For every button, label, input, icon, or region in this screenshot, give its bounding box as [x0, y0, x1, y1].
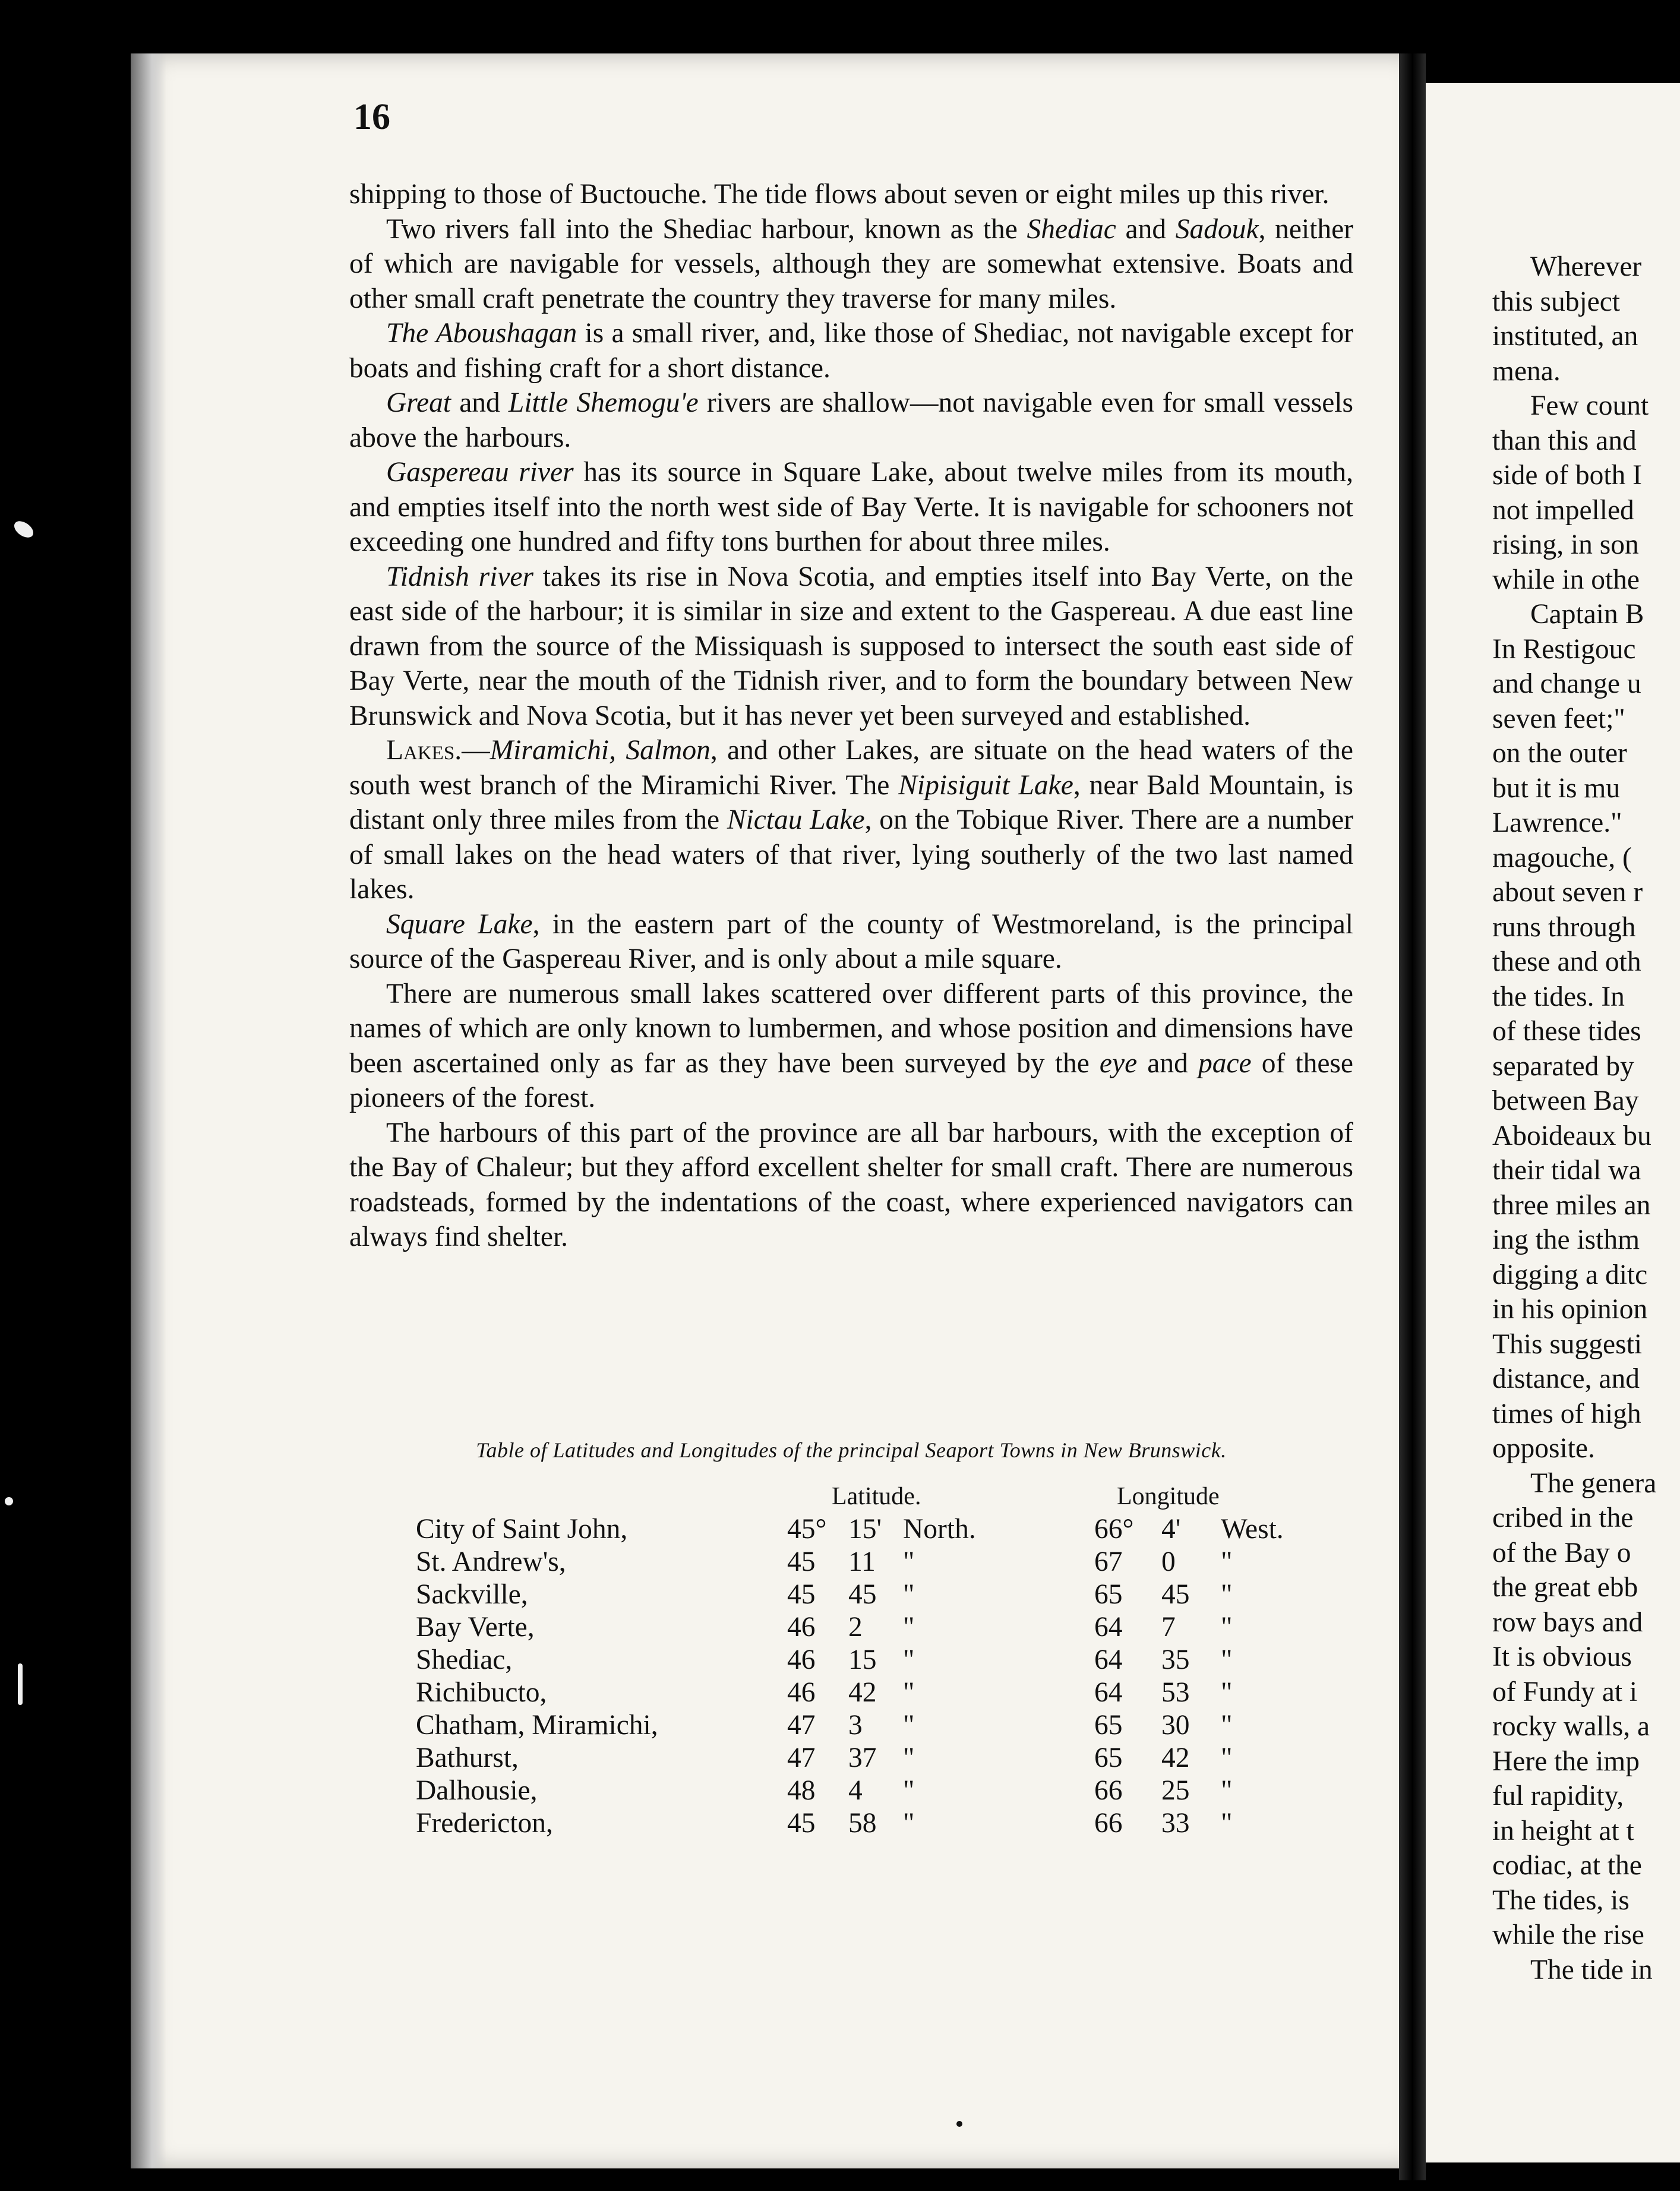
latitude-direction: North.: [903, 1514, 976, 1545]
latitude-direction: ": [903, 1546, 915, 1577]
text-run: There are numerous small lakes scattered over different parts of this province, the names of which are only known to lumbermen, and whose position and dimensions have been ascertained only as far as they have been surveyed by the: [349, 978, 1353, 1079]
longitude-degrees: 66: [1094, 1775, 1123, 1806]
longitude-direction: ": [1221, 1677, 1233, 1708]
text-run: takes its rise in Nova Scotia, and empties itself into Bay Verte, on the east side of the harbour; it is similar in size and extent to the Gaspereau. A due east line drawn from the source of the Missiquash is supposed to intersect the south east side of Bay Verte, near the mouth of the Tidnish river, and to form the boundary between New Brunswick and Nova Scotia, but it has never yet been surveyed and established.: [349, 561, 1353, 731]
text-run: shipping to those of Buctouche. The tide flows about seven or eight miles up this river.: [349, 179, 1330, 210]
longitude-minutes: 35: [1161, 1644, 1190, 1675]
town-name: City of Saint John,: [416, 1514, 628, 1545]
longitude-degrees: 64: [1094, 1612, 1123, 1643]
longitude-minutes: 53: [1161, 1677, 1190, 1708]
right-page-line: distance, and: [1492, 1363, 1640, 1394]
italic-text: Square Lake: [386, 908, 533, 940]
latitude-direction: ": [903, 1644, 915, 1675]
longitude-direction: ": [1221, 1710, 1233, 1741]
town-name: Sackville,: [416, 1579, 528, 1610]
text-run: , and other Lakes, are situate on the head waters of the south west branch of the Miramichi River. The: [349, 735, 1353, 801]
latitude-minutes: 45: [848, 1579, 877, 1610]
text-run: —: [462, 735, 490, 766]
text-run: and: [1137, 1047, 1198, 1079]
page-number: 16: [353, 97, 390, 137]
longitude-degrees: 66°: [1094, 1514, 1134, 1545]
right-page-line: in height at t: [1492, 1815, 1634, 1846]
italic-text: Nictau Lake: [727, 804, 865, 835]
right-page-line: the tides. In: [1492, 981, 1625, 1012]
town-name: Chatham, Miramichi,: [416, 1710, 658, 1741]
right-page-line: times of high: [1492, 1398, 1641, 1429]
scan-speck: [18, 1663, 23, 1705]
right-page-line: rising, in son: [1492, 529, 1639, 560]
italic-text: The Aboushagan: [386, 318, 577, 349]
latitude-direction: ": [903, 1579, 915, 1610]
latitude-degrees: 45: [787, 1808, 816, 1839]
right-page-line: digging a ditc: [1492, 1259, 1648, 1290]
right-page-line: instituted, an: [1492, 321, 1638, 352]
longitude-direction: West.: [1221, 1514, 1284, 1545]
longitude-degrees: 66: [1094, 1808, 1123, 1839]
right-page-line: ful rapidity,: [1492, 1780, 1624, 1811]
italic-text: Gaspereau river: [386, 457, 574, 488]
right-page-line: Aboideaux bu: [1492, 1120, 1651, 1151]
text-run: is a small river, and, like those of Shediac, not navigable except for boats and fishing craft for a short distance.: [349, 318, 1353, 384]
right-page-line: these and oth: [1492, 946, 1641, 977]
right-page-line: This suggesti: [1492, 1328, 1643, 1360]
longitude-minutes: 45: [1161, 1579, 1190, 1610]
italic-text: Little Shemogu'e: [508, 387, 699, 418]
longitude-degrees: 65: [1094, 1742, 1123, 1773]
longitude-minutes: 7: [1161, 1612, 1176, 1643]
right-page-line: but it is mu: [1492, 772, 1621, 804]
longitude-minutes: 33: [1161, 1808, 1190, 1839]
paragraph: [349, 316, 1353, 386]
right-page-text: [1492, 250, 1680, 1987]
latitude-degrees: 46: [787, 1644, 816, 1675]
right-page-line: codiac, at the: [1492, 1850, 1642, 1881]
longitude-minutes: 30: [1161, 1710, 1190, 1741]
latitude-degrees: 45: [787, 1546, 816, 1577]
longitude-minutes: 0: [1161, 1546, 1176, 1577]
paragraph: [349, 455, 1353, 560]
longitude-direction: ": [1221, 1808, 1233, 1839]
text-run: , near Bald Mountain, is distant only three miles from the: [349, 769, 1353, 835]
right-page-line: on the outer: [1492, 738, 1627, 769]
right-page-line: opposite.: [1492, 1433, 1595, 1464]
text-run: and: [451, 387, 509, 418]
text-run: The harbours of this part of the province are all bar harbours, with the exception of the Bay of Chaleur; but they afford excellent shelter for small craft. There are numerous roadsteads, formed by the indentations of the coast, where experienced navigators can always find shelter.: [349, 1117, 1353, 1252]
right-page-line: about seven r: [1492, 877, 1643, 908]
italic-text: Tidnish river: [386, 561, 533, 592]
latitude-direction: ": [903, 1710, 915, 1741]
latitude-degrees: 47: [787, 1710, 816, 1741]
text-run: , in the eastern part of the county of Westmoreland, is the principal source of the Gaspereau River, and is only about a mile square.: [349, 908, 1353, 974]
longitude-direction: ": [1221, 1546, 1233, 1577]
town-name: Bathurst,: [416, 1742, 519, 1773]
latitude-degrees: 46: [787, 1612, 816, 1643]
latitude-header: Latitude.: [832, 1483, 921, 1510]
longitude-direction: ": [1221, 1775, 1233, 1806]
longitude-direction: ": [1221, 1612, 1233, 1643]
longitude-minutes: 4': [1161, 1514, 1181, 1545]
right-page-line: while the rise: [1492, 1920, 1644, 1950]
right-page-line: cribed in the: [1492, 1502, 1634, 1533]
text-run: rivers are shallow—not navigable even for small vessels above the harbours.: [349, 387, 1353, 453]
longitude-minutes: 25: [1161, 1775, 1190, 1806]
right-page-line: than this and: [1492, 425, 1637, 456]
town-name: Richibucto,: [416, 1677, 547, 1708]
scan-speck: [5, 1497, 13, 1505]
town-name: Dalhousie,: [416, 1775, 538, 1806]
right-page-line: row bays and: [1492, 1606, 1643, 1638]
longitude-direction: ": [1221, 1644, 1233, 1675]
right-page-line: the great ebb: [1492, 1572, 1638, 1603]
italic-text: Miramichi, Salmon: [490, 735, 710, 766]
town-name: Shediac,: [416, 1644, 513, 1675]
right-page-line: rocky walls, a: [1492, 1711, 1650, 1742]
body-text: [349, 177, 1353, 1255]
longitude-header: Longitude: [1117, 1483, 1220, 1510]
latitude-direction: ": [903, 1612, 915, 1643]
right-page-line: runs through: [1492, 911, 1636, 943]
right-page-line: Captain B: [1530, 599, 1644, 630]
paragraph: [349, 560, 1353, 734]
latitude-degrees: 45: [787, 1579, 816, 1610]
right-page-line: not impelled: [1492, 494, 1634, 526]
latitude-direction: ": [903, 1775, 915, 1806]
latitude-minutes: 15: [848, 1644, 877, 1675]
latitude-minutes: 42: [848, 1677, 877, 1708]
right-page-line: The genera: [1530, 1467, 1657, 1499]
longitude-degrees: 65: [1094, 1710, 1123, 1741]
latitude-minutes: 11: [848, 1546, 876, 1577]
latitude-minutes: 15': [848, 1514, 882, 1545]
right-page-line: ing the isthm: [1492, 1224, 1640, 1255]
right-page-line: Few count: [1530, 390, 1649, 421]
right-page-line: seven feet;": [1492, 703, 1625, 734]
right-page-line: magouche, (: [1492, 842, 1632, 873]
latitude-minutes: 4: [848, 1775, 863, 1806]
right-page-line: It is obvious: [1492, 1641, 1632, 1672]
right-page-line: Lawrence.": [1492, 807, 1622, 838]
paragraph: [349, 977, 1353, 1116]
right-page-line: while in othe: [1492, 564, 1640, 595]
right-page-line: separated by: [1492, 1050, 1634, 1082]
right-page-line: three miles an: [1492, 1189, 1651, 1221]
right-page-line: Here the imp: [1492, 1745, 1640, 1777]
ink-dot: [956, 2121, 962, 2127]
text-run: Two rivers fall into the Shediac harbour, known as the: [386, 213, 1027, 245]
italic-text: Sadouk: [1175, 213, 1259, 245]
town-name: Fredericton,: [416, 1808, 553, 1839]
latitude-direction: ": [903, 1742, 915, 1773]
italic-text: eye: [1099, 1047, 1138, 1079]
paragraph: [349, 733, 1353, 907]
right-page-line: in his opinion: [1492, 1294, 1648, 1325]
latitude-minutes: 58: [848, 1808, 877, 1839]
right-page-line: this subject: [1492, 286, 1621, 317]
text-run: has its source in Square Lake, about twelve miles from its mouth, and empties itself into the north west side of Bay Verte. It is navigable for schooners not exceeding one hundred and fifty tons burthen for about three miles.: [349, 457, 1353, 557]
paragraph: [349, 212, 1353, 317]
longitude-degrees: 64: [1094, 1644, 1123, 1675]
paragraph: [349, 907, 1353, 977]
book-gutter: [1399, 53, 1426, 2180]
latitude-direction: ": [903, 1677, 915, 1708]
latitude-minutes: 2: [848, 1612, 863, 1643]
text-run: , neither of which are navigable for vessels, although they are somewhat extensive. Boats and other small craft penetrate the country they traverse for many miles.: [349, 213, 1353, 314]
right-page-line: of the Bay o: [1492, 1537, 1631, 1568]
longitude-degrees: 64: [1094, 1677, 1123, 1708]
italic-text: Great: [386, 387, 451, 418]
town-name: Bay Verte,: [416, 1612, 535, 1643]
longitude-degrees: 67: [1094, 1546, 1123, 1577]
text-run: of these pioneers of the forest.: [349, 1047, 1353, 1113]
right-page-line: Wherever: [1530, 251, 1642, 282]
right-page-line: of these tides: [1492, 1016, 1641, 1047]
longitude-minutes: 42: [1161, 1742, 1190, 1773]
town-name: St. Andrew's,: [416, 1546, 566, 1577]
latitude-degrees: 46: [787, 1677, 816, 1708]
longitude-direction: ": [1221, 1742, 1233, 1773]
text-run: and: [1116, 213, 1176, 245]
italic-text: Shediac: [1027, 213, 1116, 245]
latitude-minutes: 37: [848, 1742, 877, 1773]
latitude-degrees: 48: [787, 1775, 816, 1806]
latitude-degrees: 47: [787, 1742, 816, 1773]
right-page-line: In Restigouc: [1492, 633, 1636, 665]
table-caption: Table of Latitudes and Longitudes of the principal Seaport Towns in New Brunswick.: [476, 1438, 1227, 1462]
right-page-line: of Fundy at i: [1492, 1676, 1638, 1707]
text-run: Lakes.: [386, 735, 462, 766]
longitude-direction: ": [1221, 1579, 1233, 1610]
latitude-direction: ": [903, 1808, 915, 1839]
right-page-line: between Bay: [1492, 1085, 1639, 1116]
longitude-degrees: 65: [1094, 1579, 1123, 1610]
text-run: , on the Tobique River. There are a number of small lakes on the head waters of that river, lying southerly of the two last named lakes.: [349, 804, 1353, 905]
paragraph: [349, 1116, 1353, 1255]
right-page-line: side of both I: [1492, 460, 1642, 491]
right-page-line: mena.: [1492, 355, 1561, 387]
italic-text: Nipisiguit Lake: [898, 769, 1073, 801]
scan-speck: [11, 518, 36, 541]
latitude-degrees: 45°: [787, 1514, 827, 1545]
latitude-minutes: 3: [848, 1710, 863, 1741]
right-page-line: and change u: [1492, 668, 1641, 699]
right-page-line: The tides, is: [1492, 1884, 1630, 1916]
right-page-line: their tidal wa: [1492, 1155, 1641, 1186]
paragraph: [349, 177, 1353, 212]
italic-text: pace: [1198, 1047, 1252, 1079]
paragraph: [349, 386, 1353, 455]
right-page-line: The tide in: [1530, 1954, 1653, 1985]
